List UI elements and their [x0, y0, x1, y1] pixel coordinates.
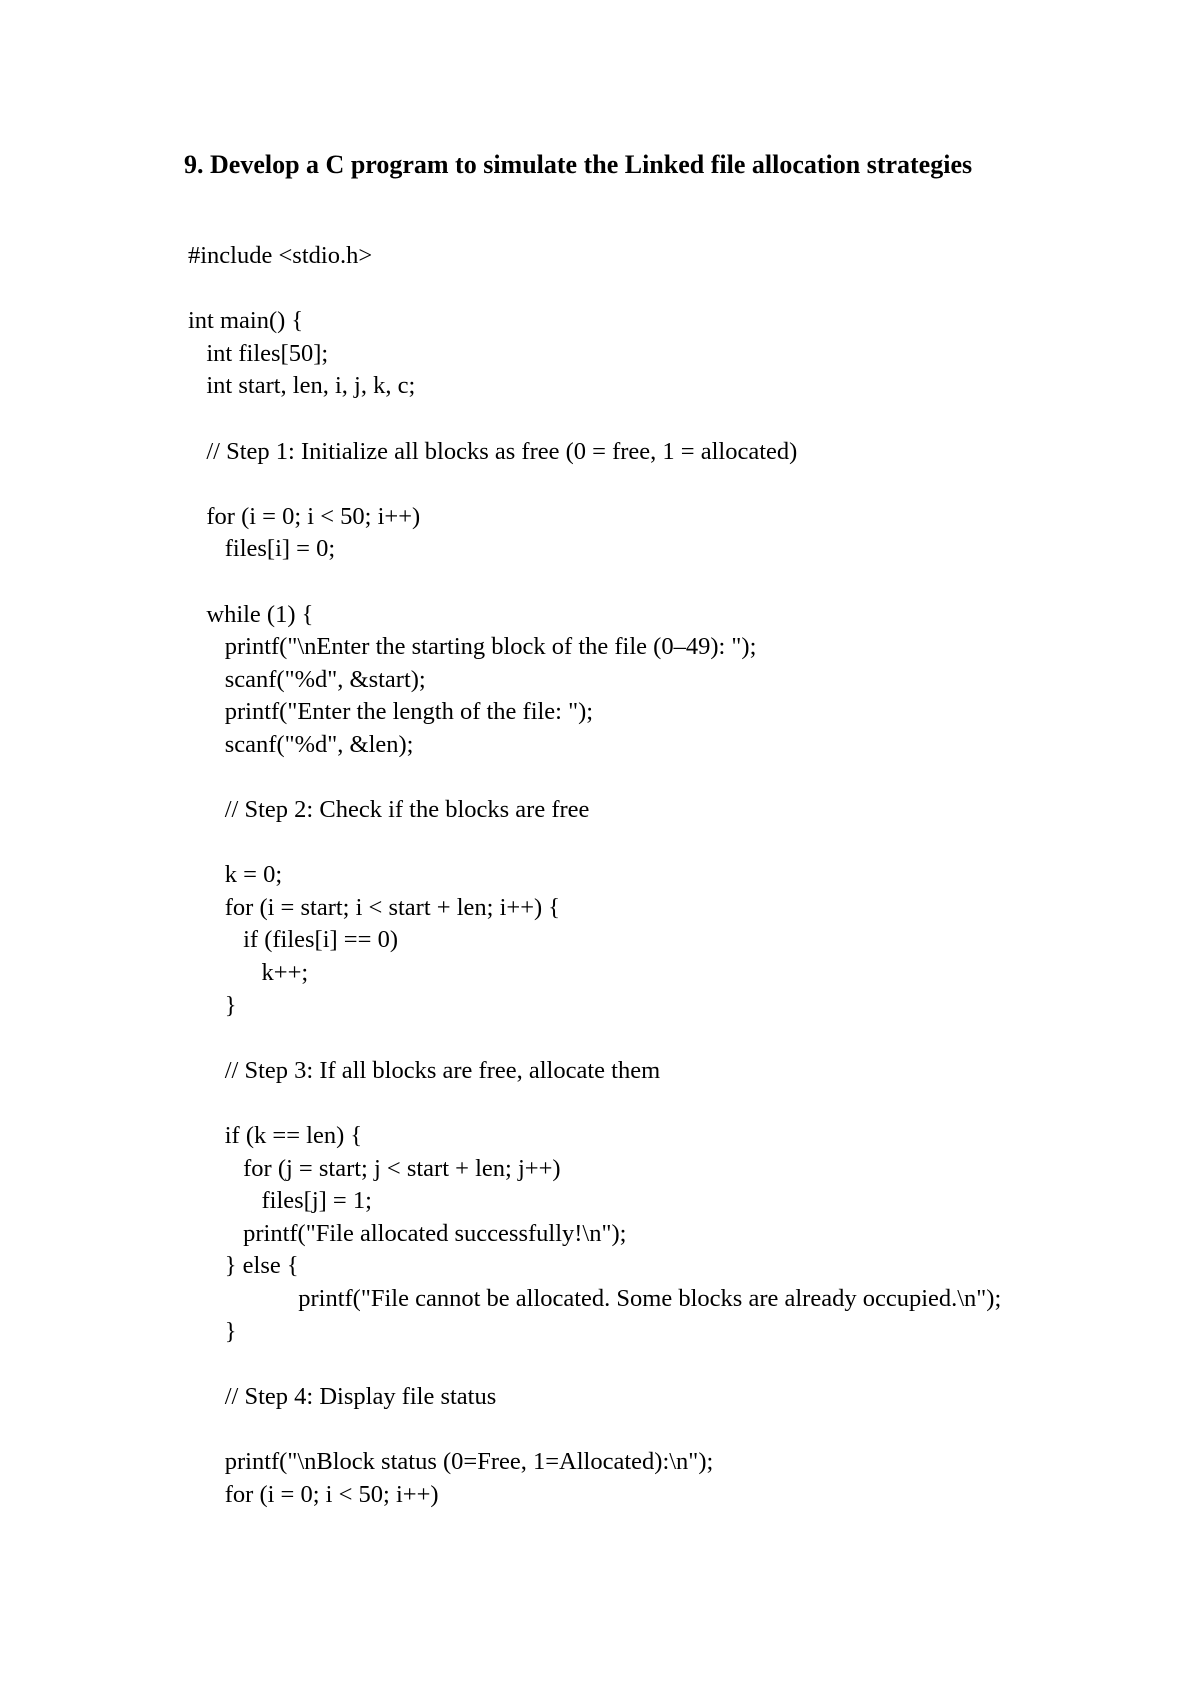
code-line: printf("\nEnter the starting block of the file (0–49): "); [188, 633, 757, 661]
code-line: for (i = start; i < start + len; i++) { [188, 893, 561, 921]
code-line: } [188, 1317, 237, 1345]
code-line: // Step 2: Check if the blocks are free [188, 796, 590, 824]
code-line [188, 1413, 1028, 1446]
code-line [188, 403, 1028, 436]
code-line [188, 273, 1028, 306]
code-line: k++; [188, 959, 309, 987]
code-line: k = 0; [188, 861, 283, 889]
code-line: // Step 1: Initialize all blocks as free (0 = free, 1 = allocated) [188, 437, 798, 465]
code-listing [188, 240, 1028, 1511]
code-line: for (j = start; j < start + len; j++) [188, 1154, 561, 1182]
code-line: for (i = 0; i < 50; i++) [188, 502, 421, 530]
code-line: printf("File allocated successfully!\n"); [188, 1219, 627, 1247]
code-line: if (files[i] == 0) [188, 926, 398, 954]
code-line [188, 762, 1028, 795]
code-line: int start, len, i, j, k, c; [188, 372, 416, 400]
code-line: printf("\nBlock status (0=Free, 1=Allocated):\n"); [188, 1447, 714, 1475]
code-line [188, 1348, 1028, 1381]
code-line: } [188, 991, 237, 1019]
code-line: scanf("%d", &start); [188, 665, 426, 693]
code-line: // Step 3: If all blocks are free, allocate them [188, 1056, 661, 1084]
code-line [188, 566, 1028, 599]
code-line: int main() { [188, 307, 304, 335]
section-heading: 9. Develop a C program to simulate the Linked file allocation strategies [184, 150, 973, 179]
code-line: } else { [188, 1252, 299, 1280]
code-line: // Step 4: Display file status [188, 1382, 497, 1410]
code-line: if (k == len) { [188, 1122, 363, 1150]
code-line: files[j] = 1; [188, 1187, 372, 1215]
code-line: printf("Enter the length of the file: "); [188, 698, 594, 726]
code-line [188, 468, 1028, 501]
code-line: files[i] = 0; [188, 535, 336, 563]
code-line: printf("File cannot be allocated. Some blocks are already occupied.\n"); [298, 1285, 1002, 1312]
code-line [188, 1087, 1028, 1120]
code-line: int files[50]; [188, 339, 329, 367]
code-line: for (i = 0; i < 50; i++) [188, 1480, 439, 1508]
code-line: #include <stdio.h> [188, 242, 373, 269]
code-line: scanf("%d", &len); [188, 730, 414, 758]
code-line [188, 827, 1028, 860]
code-line: while (1) { [188, 600, 314, 628]
code-line [188, 1022, 1028, 1055]
